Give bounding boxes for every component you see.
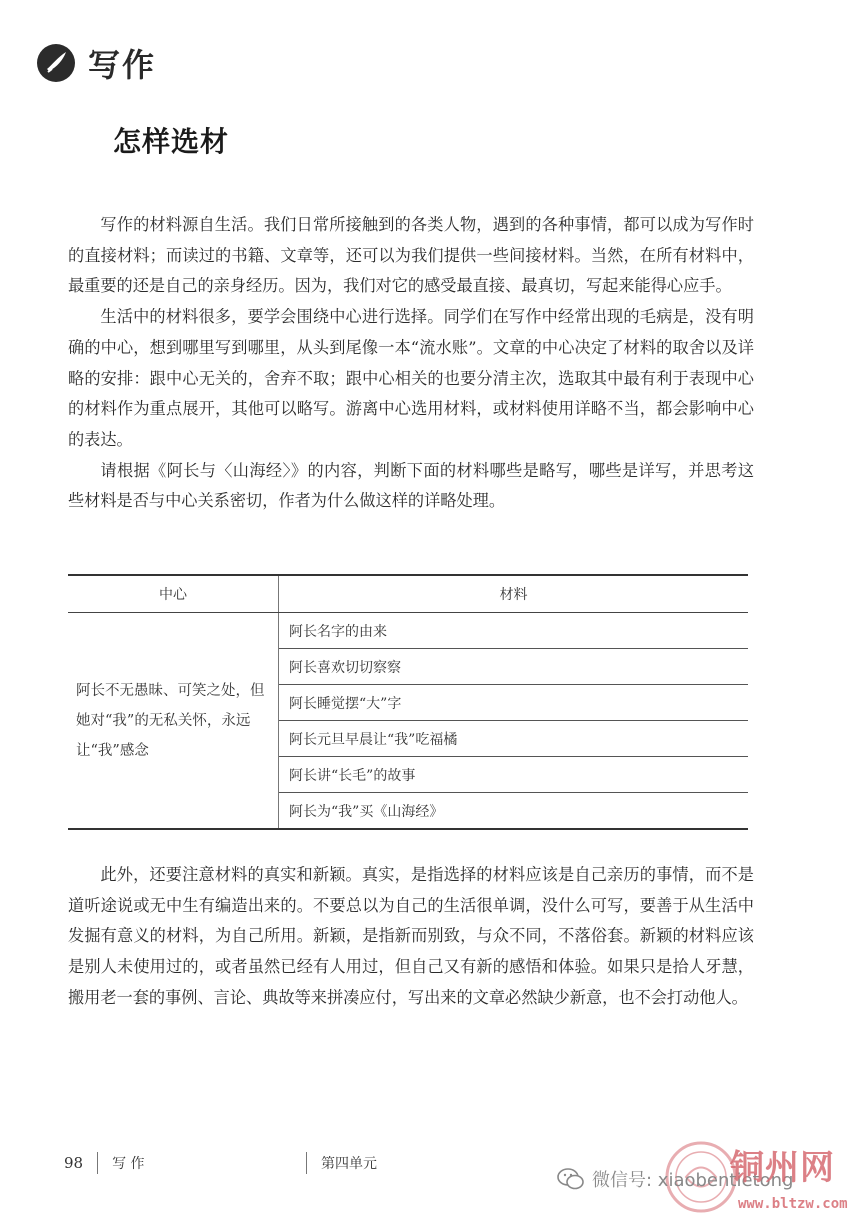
outro-text bbox=[68, 860, 754, 1014]
material-item: 阿长为“我”买《山海经》 bbox=[279, 793, 749, 830]
paragraph: 写作的材料源自生活。我们日常所接触到的各类人物，遇到的各种事情，都可以成为写作时的直接材料；而读过的书籍、文章等，还可以为我们提供一些间接材料。当然，在所有材料中，最重要的还是自己的亲身经历。因为，我们对它的感受最直接、最真切，写起来能得心应手。 bbox=[68, 215, 754, 296]
material-item: 阿长元旦早晨让“我”吃福橘 bbox=[279, 721, 749, 757]
material-table bbox=[68, 574, 748, 830]
paragraph: 此外，还要注意材料的真实和新颖。真实，是指选择的材料应该是自己亲历的事情，而不是道听途说或无中生有编造出来的。不要总以为自己的生活很单调，没什么可写，要善于从生活中发掘有意义的材料，为自己所用。新颖，是指新而别致，与众不同，不落俗套。新颖的材料应该是别人未使用过的，或者虽然已经有人用过，但自己又有新的感悟和体验。如果只是拾人牙慧，搬用老一套的事例、言论、典故等来拼凑应付，写出来的文章必然缺少新意，也不会打动他人。 bbox=[68, 865, 754, 1007]
footer-unit bbox=[306, 1152, 377, 1174]
brand-watermark: 铜州网 bbox=[730, 1148, 835, 1188]
center-theme-cell: 阿长不无愚昧、可笑之处，但她对“我”的无私关怀，永远让“我”感念 bbox=[68, 613, 279, 830]
writing-section-icon bbox=[36, 43, 76, 83]
material-item: 阿长喜欢切切察察 bbox=[279, 649, 749, 685]
paragraph: 请根据《阿长与〈山海经〉》的内容，判断下面的材料哪些是略写，哪些是详写，并思考这些材料是否与中心关系密切，作者为什么做这样的详略处理。 bbox=[68, 460, 754, 511]
header-materials: 材料 bbox=[279, 575, 749, 613]
material-item: 阿长睡觉摆“大”字 bbox=[279, 685, 749, 721]
footer-divider bbox=[97, 1152, 98, 1174]
table-header-row bbox=[68, 575, 748, 613]
footer-divider bbox=[306, 1152, 307, 1174]
material-item: 阿长名字的由来 bbox=[279, 613, 749, 649]
paragraph: 生活中的材料很多，要学会围绕中心进行选择。同学们在写作中经常出现的毛病是，没有明确的中心，想到哪里写到哪里，从头到尾像一本“流水账”。文章的中心决定了材料的取舍以及详略的安排：跟中心无关的，舍弃不取；跟中心相关的也要分清主次，选取其中最有利于表现中心的材料作为重点展开，其他可以略写。游离中心选用材料，或材料使用详略不当，都会影响中心的表达。 bbox=[68, 307, 754, 449]
footer-section-label: 写 作 bbox=[112, 1156, 145, 1172]
table-row bbox=[68, 613, 748, 649]
intro-text bbox=[68, 210, 754, 517]
lesson-title: 怎样选材 bbox=[113, 125, 230, 158]
wechat-icon bbox=[556, 1166, 586, 1192]
section-header bbox=[36, 40, 156, 86]
brand-url: www.bltzw.com bbox=[738, 1196, 848, 1212]
section-title: 写作 bbox=[88, 46, 157, 84]
header-center: 中心 bbox=[68, 575, 279, 613]
wechat-id: 微信号: xiaobentietong bbox=[592, 1170, 794, 1191]
unit-label: 第四单元 bbox=[321, 1156, 377, 1172]
page-footer bbox=[64, 1152, 145, 1174]
material-item: 阿长讲“长毛”的故事 bbox=[279, 757, 749, 793]
page-number: 98 bbox=[64, 1154, 84, 1172]
